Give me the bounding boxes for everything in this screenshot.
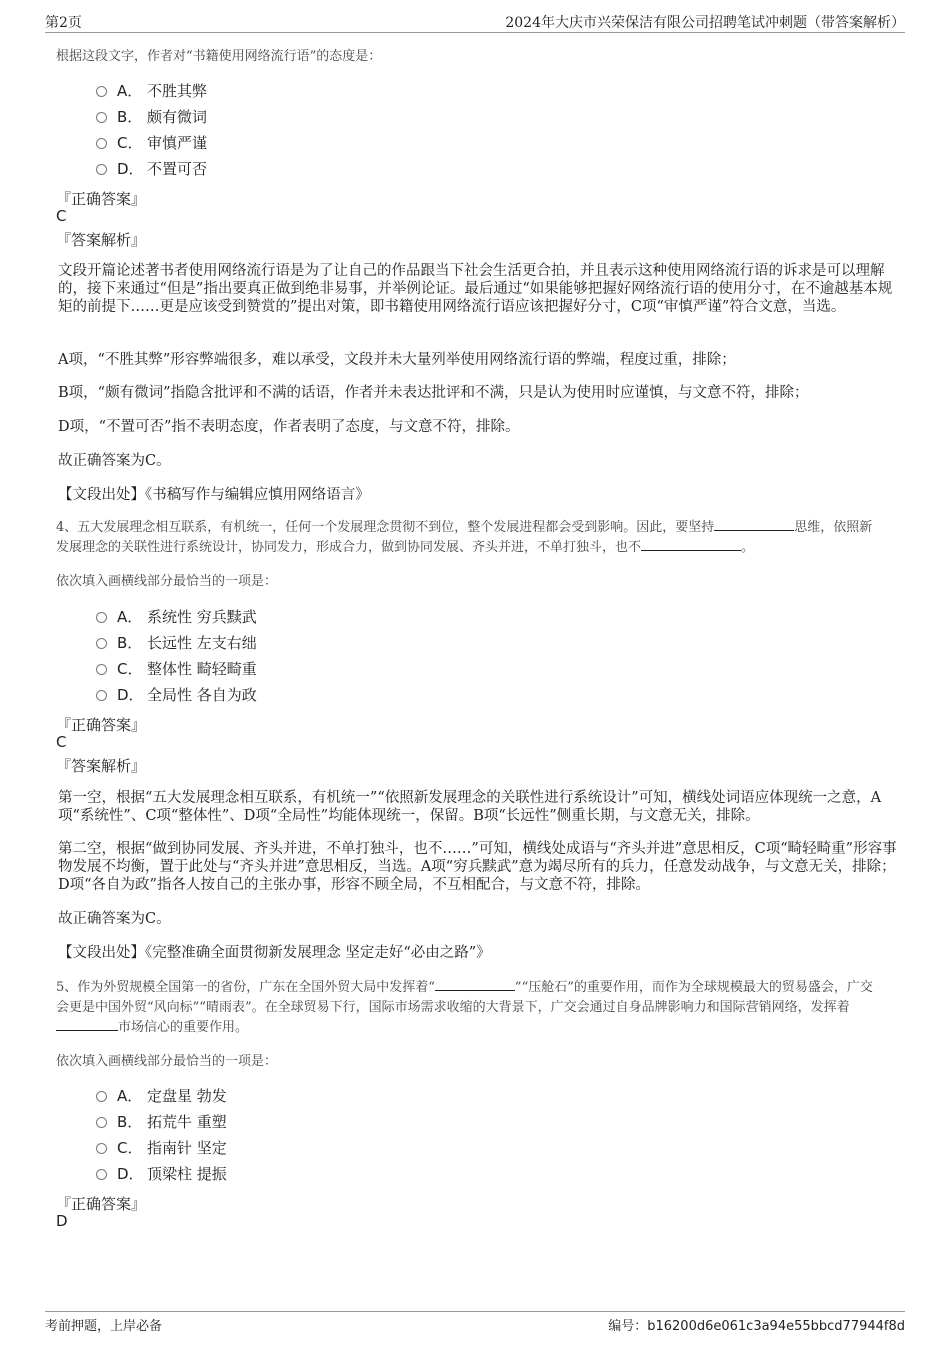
q4-answer-label: 『正确答案』 xyxy=(56,716,147,734)
radio-icon[interactable] xyxy=(96,164,107,175)
q4-answer: C xyxy=(56,733,67,751)
page-header xyxy=(45,12,905,33)
q4-analysis-p3: 故正确答案为C。 xyxy=(58,911,171,927)
q5-option-d[interactable]: D． 顶梁柱 提振 xyxy=(96,1164,227,1184)
q4-prompt: 依次填入画横线部分最恰当的一项是： xyxy=(56,574,278,589)
document-code: 编号：b16200d6e061c3a94e55bbcd77944f8d xyxy=(608,1319,905,1334)
radio-icon[interactable] xyxy=(96,690,107,701)
q3-analysis-p2: A项，“不胜其弊”形容弊端很多，难以承受，文段并未大量列举使用网络流行语的弊端，程度过重，排除； xyxy=(58,352,736,368)
q5-option-c[interactable]: C． 指南针 坚定 xyxy=(96,1138,227,1158)
q3-analysis-p3: B项，“颇有微词”指隐含批评和不满的话语，作者并未表达批评和不满，只是认为使用时应谨慎，与文意不符，排除； xyxy=(58,385,809,401)
radio-icon[interactable] xyxy=(96,1117,107,1128)
q5-stem: 5、作为外贸规模全国第一的省份，广东在全国外贸大局中发挥着“ ”“压舱石”的重要作用，而作为全球规模最大的贸易盛会，广交 会更是中国外贸“风向标”“晴雨表”。在全球贸易下行，国际市场需求收缩的大背景下，广交会通过自身品牌影响力和国际营销网络，发挥着 市场信心的重要作用。 xyxy=(56,980,873,1035)
q5-answer-label: 『正确答案』 xyxy=(56,1195,147,1213)
q5-answer: D xyxy=(56,1212,68,1230)
blank-2 xyxy=(56,1018,118,1031)
q3-analysis-p1: 文段开篇论述著书者使用网络流行语是为了让自己的作品跟当下社会生活更合拍，并且表示这种使用网络流行语的诉求是可以理解的，接下来通过“但是”指出要真正做到绝非易事，并举例论证。最后通过“如果能够把握好网络流行语的使用分寸，在不逾越基本规矩的前提下……更是应该受到赞赏的”提出对策，即书籍使用网络流行语应该把握好分寸，C项“审慎严谨”符合文意，当选。 xyxy=(58,263,893,315)
q4-stem: 4、五大发展理念相互联系，有机统一，任何一个发展理念贯彻不到位，整个发展进程都会受到影响。因此，要坚持 思维，依照新 发展理念的关联性进行系统设计，协同发力，形成合力，做到协同发展、齐头并进，不单打独斗，也不 。 xyxy=(56,520,873,555)
document-title: 2024年大庆市兴荣保洁有限公司招聘笔试冲刺题（带答案解析） xyxy=(505,15,905,31)
q3-answer: C xyxy=(56,207,67,225)
q3-option-a[interactable]: A． 不胜其弊 xyxy=(96,81,207,101)
radio-icon[interactable] xyxy=(96,1169,107,1180)
radio-icon[interactable] xyxy=(96,1091,107,1102)
radio-icon[interactable] xyxy=(96,138,107,149)
q3-analysis-p5: 故正确答案为C。 xyxy=(58,453,171,469)
q5-option-a[interactable]: A． 定盘星 勃发 xyxy=(96,1086,227,1106)
q5-prompt: 依次填入画横线部分最恰当的一项是： xyxy=(56,1054,278,1069)
q4-source: 【文段出处】《完整准确全面贯彻新发展理念 坚定走好“必由之路”》 xyxy=(58,945,491,961)
blank-2 xyxy=(641,538,741,551)
radio-icon[interactable] xyxy=(96,638,107,649)
q3-analysis-label: 『答案解析』 xyxy=(56,231,147,249)
blank-1 xyxy=(435,978,515,991)
q3-analysis-p4: D项，“不置可否”指不表明态度，作者表明了态度，与文意不符，排除。 xyxy=(58,419,520,435)
q3-source: 【文段出处】《书稿写作与编辑应慎用网络语言》 xyxy=(58,487,370,503)
radio-icon[interactable] xyxy=(96,112,107,123)
footer-slogan: 考前押题，上岸必备 xyxy=(45,1319,163,1334)
radio-icon[interactable] xyxy=(96,612,107,623)
q3-option-b[interactable]: B． 颇有微词 xyxy=(96,107,207,127)
radio-icon[interactable] xyxy=(96,1143,107,1154)
q4-option-c[interactable]: C． 整体性 畸轻畸重 xyxy=(96,659,257,679)
q4-option-a[interactable]: A． 系统性 穷兵黩武 xyxy=(96,607,257,627)
blank-1 xyxy=(714,518,794,531)
radio-icon[interactable] xyxy=(96,664,107,675)
q3-answer-label: 『正确答案』 xyxy=(56,190,147,208)
page-number: 第2页 xyxy=(45,15,82,31)
q4-option-b[interactable]: B． 长远性 左支右绌 xyxy=(96,633,257,653)
q3-option-c[interactable]: C． 审慎严谨 xyxy=(96,133,207,153)
q5-option-b[interactable]: B． 拓荒牛 重塑 xyxy=(96,1112,227,1132)
q4-option-d[interactable]: D． 全局性 各自为政 xyxy=(96,685,257,705)
q3-option-d[interactable]: D． 不置可否 xyxy=(96,159,207,179)
page-footer xyxy=(45,1311,905,1334)
q3-prompt: 根据这段文字，作者对“书籍使用网络流行语”的态度是： xyxy=(56,49,382,64)
q4-analysis-label: 『答案解析』 xyxy=(56,757,147,775)
q4-analysis-p1: 第一空，根据“五大发展理念相互联系，有机统一”“依照新发展理念的关联性进行系统设计”可知，横线处词语应体现统一之意，A项“系统性”、C项“整体性”、D项“全局性”均能体现统一，保留。B项“长远性”侧重长期，与文意无关，排除。 xyxy=(58,790,882,824)
q4-analysis-p2: 第二空，根据“做到协同发展、齐头并进，不单打独斗，也不……”可知，横线处成语与“齐头并进”意思相反，C项“畸轻畸重”形容事物发展不均衡，置于此处与“齐头并进”意思相反，当选。A项“穷兵黩武”意为竭尽所有的兵力，任意发动战争，与文意无关，排除；D项“各自为政”指各人按自己的主张办事，形容不顾全局，不互相配合，与文意不符，排除。 xyxy=(58,841,897,893)
radio-icon[interactable] xyxy=(96,86,107,97)
